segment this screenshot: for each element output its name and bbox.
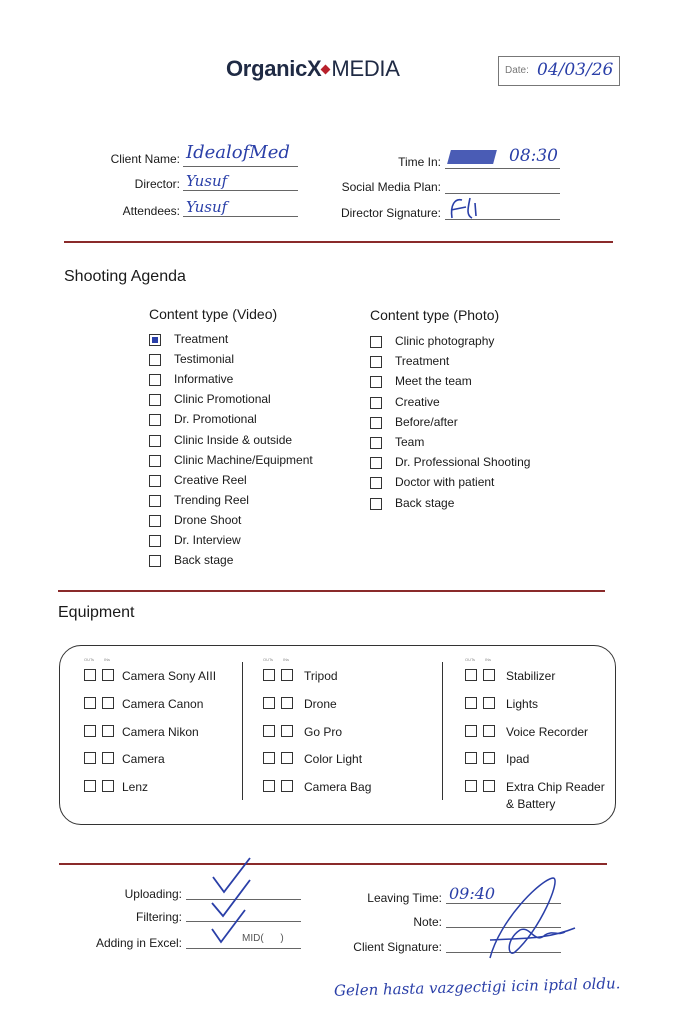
in-checkbox[interactable] bbox=[483, 752, 495, 764]
date-box bbox=[498, 56, 620, 86]
attendees-value: Yusuf bbox=[186, 198, 228, 216]
director-value: Yusuf bbox=[186, 172, 228, 190]
content-type-label: Drone Shoot bbox=[174, 512, 242, 527]
filtering-check-icon bbox=[212, 880, 250, 916]
attendees-label: Attendees: bbox=[122, 204, 180, 218]
in-column-header: INs bbox=[104, 657, 110, 662]
adding-excel-label: Adding in Excel: bbox=[95, 936, 182, 950]
social-media-plan-line bbox=[445, 193, 560, 194]
director-line bbox=[183, 190, 298, 191]
content-type-label: Back stage bbox=[174, 553, 234, 568]
handwritten-note: Gelen hasta vazgectigi icin iptal oldu. bbox=[333, 974, 621, 1000]
uploading-line bbox=[186, 899, 301, 900]
content-type-label: Clinic Promotional bbox=[174, 392, 271, 407]
photo-content-title: Content type (Photo) bbox=[370, 307, 500, 323]
checkbox[interactable] bbox=[149, 414, 161, 426]
checkbox[interactable] bbox=[370, 376, 382, 388]
equipment-item-label: Camera Bag bbox=[304, 780, 372, 795]
in-checkbox[interactable] bbox=[281, 780, 293, 792]
checkbox[interactable] bbox=[149, 334, 161, 346]
note-line bbox=[446, 927, 561, 928]
in-checkbox[interactable] bbox=[102, 725, 114, 737]
checkbox[interactable] bbox=[370, 356, 382, 368]
uploading-label: Uploading: bbox=[124, 887, 182, 901]
equipment-item-label: Camera Sony AIII bbox=[122, 669, 217, 683]
client-signature-line bbox=[446, 952, 561, 953]
excel-check-icon bbox=[212, 910, 245, 942]
equipment-item-label: Tripod bbox=[304, 669, 338, 683]
checkbox[interactable] bbox=[149, 435, 161, 447]
in-checkbox[interactable] bbox=[102, 697, 114, 709]
content-type-label: Trending Reel bbox=[174, 492, 249, 507]
equipment-item-label: Voice Recorder bbox=[506, 724, 589, 739]
out-checkbox[interactable] bbox=[263, 725, 275, 737]
checkbox[interactable] bbox=[149, 354, 161, 366]
content-type-label: Dr. Promotional bbox=[174, 412, 257, 427]
content-type-label: Clinic Machine/Equipment bbox=[174, 452, 313, 467]
out-checkbox[interactable] bbox=[84, 697, 96, 709]
date-label: Date: bbox=[505, 65, 529, 76]
content-type-label: Clinic photography bbox=[395, 334, 495, 348]
content-type-label: Clinic Inside & outside bbox=[174, 432, 293, 447]
content-type-label: Treatment bbox=[174, 332, 229, 346]
in-checkbox[interactable] bbox=[102, 780, 114, 792]
content-type-label: Informative bbox=[174, 372, 234, 387]
shooting-agenda-title: Shooting Agenda bbox=[64, 268, 186, 285]
out-checkbox[interactable] bbox=[465, 752, 477, 764]
brand-logo: OrganicX MEDIA bbox=[226, 56, 400, 81]
out-checkbox[interactable] bbox=[84, 780, 96, 792]
in-checkbox[interactable] bbox=[281, 669, 293, 681]
checkbox[interactable] bbox=[149, 555, 161, 567]
in-checkbox[interactable] bbox=[102, 752, 114, 764]
time-in-label: Time In: bbox=[398, 155, 441, 169]
director-signature-label: Director Signature: bbox=[340, 206, 441, 220]
out-checkbox[interactable] bbox=[465, 697, 477, 709]
equipment-column-divider bbox=[442, 662, 443, 800]
out-column-header: OUTs bbox=[263, 657, 273, 662]
out-checkbox[interactable] bbox=[263, 780, 275, 792]
divider-middle bbox=[58, 590, 605, 592]
time-in-value: 08:30 bbox=[509, 146, 558, 166]
equipment-item-label: Stabilizer bbox=[506, 669, 556, 683]
out-checkbox[interactable] bbox=[263, 752, 275, 764]
in-checkbox[interactable] bbox=[281, 752, 293, 764]
content-type-label: Meet the team bbox=[395, 374, 472, 389]
checkbox[interactable] bbox=[370, 477, 382, 489]
in-checkbox[interactable] bbox=[483, 780, 495, 792]
checkbox[interactable] bbox=[149, 535, 161, 547]
checkbox[interactable] bbox=[370, 397, 382, 409]
in-checkbox[interactable] bbox=[483, 725, 495, 737]
client-signature-label: Client Signature: bbox=[353, 940, 442, 954]
filtering-label: Filtering: bbox=[135, 910, 182, 924]
content-type-label: Creative bbox=[395, 394, 440, 409]
equipment-item-label: Color Light bbox=[304, 752, 363, 767]
equipment-item-label: Lenz bbox=[122, 780, 149, 795]
leaving-time-line bbox=[446, 903, 561, 904]
equipment-column-divider bbox=[242, 662, 243, 800]
content-type-label: Dr. Professional Shooting bbox=[395, 455, 531, 470]
checkmark-icon bbox=[152, 337, 158, 343]
checkbox[interactable] bbox=[149, 475, 161, 487]
out-checkbox[interactable] bbox=[84, 752, 96, 764]
client-name-value: IdealofMed bbox=[186, 142, 290, 163]
equipment-item-label: Camera Nikon bbox=[122, 724, 199, 739]
in-checkbox[interactable] bbox=[102, 669, 114, 681]
director-signature-line bbox=[445, 219, 560, 220]
equipment-item-label: Extra Chip Reader & Battery bbox=[506, 780, 605, 812]
content-type-label: Testimonial bbox=[174, 352, 235, 367]
checkbox[interactable] bbox=[149, 515, 161, 527]
client-name-line bbox=[183, 166, 298, 167]
crossed-out-scribble bbox=[447, 150, 497, 164]
checkbox[interactable] bbox=[149, 374, 161, 386]
checkbox[interactable] bbox=[149, 394, 161, 406]
time-in-line bbox=[445, 168, 560, 169]
content-type-label: Dr. Interview bbox=[174, 533, 241, 547]
out-column-header: OUTs bbox=[84, 657, 94, 662]
equipment-item-label: Camera bbox=[122, 752, 165, 767]
director-label: Director: bbox=[134, 177, 180, 191]
checkbox[interactable] bbox=[370, 437, 382, 449]
out-checkbox[interactable] bbox=[263, 669, 275, 681]
equipment-item-label: Drone bbox=[304, 696, 337, 711]
in-column-header: INs bbox=[283, 657, 289, 662]
out-checkbox[interactable] bbox=[465, 780, 477, 792]
checkbox[interactable] bbox=[370, 498, 382, 510]
in-checkbox[interactable] bbox=[281, 725, 293, 737]
checkbox[interactable] bbox=[149, 455, 161, 467]
social-media-plan-label: Social Media Plan: bbox=[341, 180, 441, 194]
equipment-item-label: Ipad bbox=[506, 752, 530, 767]
out-checkbox[interactable] bbox=[84, 725, 96, 737]
content-type-label: Team bbox=[395, 435, 425, 449]
in-checkbox[interactable] bbox=[483, 669, 495, 681]
equipment-title: Equipment bbox=[58, 604, 135, 621]
client-signature bbox=[490, 878, 575, 958]
divider-top bbox=[64, 241, 613, 243]
equipment-item-label: Lights bbox=[506, 696, 539, 711]
checkbox[interactable] bbox=[149, 495, 161, 507]
leaving-time-label: Leaving Time: bbox=[367, 891, 442, 905]
equipment-item-label: Go Pro bbox=[304, 724, 343, 739]
date-value: 04/03/26 bbox=[537, 60, 614, 80]
adding-excel-line bbox=[186, 948, 301, 949]
client-name-label: Client Name: bbox=[110, 152, 180, 166]
in-checkbox[interactable] bbox=[281, 697, 293, 709]
note-label: Note: bbox=[413, 915, 442, 929]
divider-bottom bbox=[59, 863, 607, 865]
content-type-label: Back stage bbox=[395, 495, 455, 510]
equipment-item-label: Camera Canon bbox=[122, 696, 204, 711]
content-type-label: Treatment bbox=[395, 354, 450, 369]
attendees-line bbox=[183, 216, 298, 217]
out-checkbox[interactable] bbox=[84, 669, 96, 681]
out-checkbox[interactable] bbox=[263, 697, 275, 709]
out-column-header: OUTs bbox=[465, 657, 475, 662]
content-type-label: Doctor with patient bbox=[395, 475, 495, 490]
checkbox[interactable] bbox=[370, 457, 382, 469]
video-content-title: Content type (Video) bbox=[149, 306, 278, 322]
leaving-time-value: 09:40 bbox=[449, 884, 496, 903]
checkbox[interactable] bbox=[370, 417, 382, 429]
in-column-header: INs bbox=[485, 657, 491, 662]
in-checkbox[interactable] bbox=[483, 697, 495, 709]
filtering-line bbox=[186, 921, 301, 922]
content-type-label: Creative Reel bbox=[174, 472, 247, 487]
checkbox[interactable] bbox=[370, 336, 382, 348]
excel-note: MID( ) bbox=[242, 933, 284, 944]
content-type-label: Before/after bbox=[395, 414, 458, 429]
out-checkbox[interactable] bbox=[465, 669, 477, 681]
out-checkbox[interactable] bbox=[465, 725, 477, 737]
